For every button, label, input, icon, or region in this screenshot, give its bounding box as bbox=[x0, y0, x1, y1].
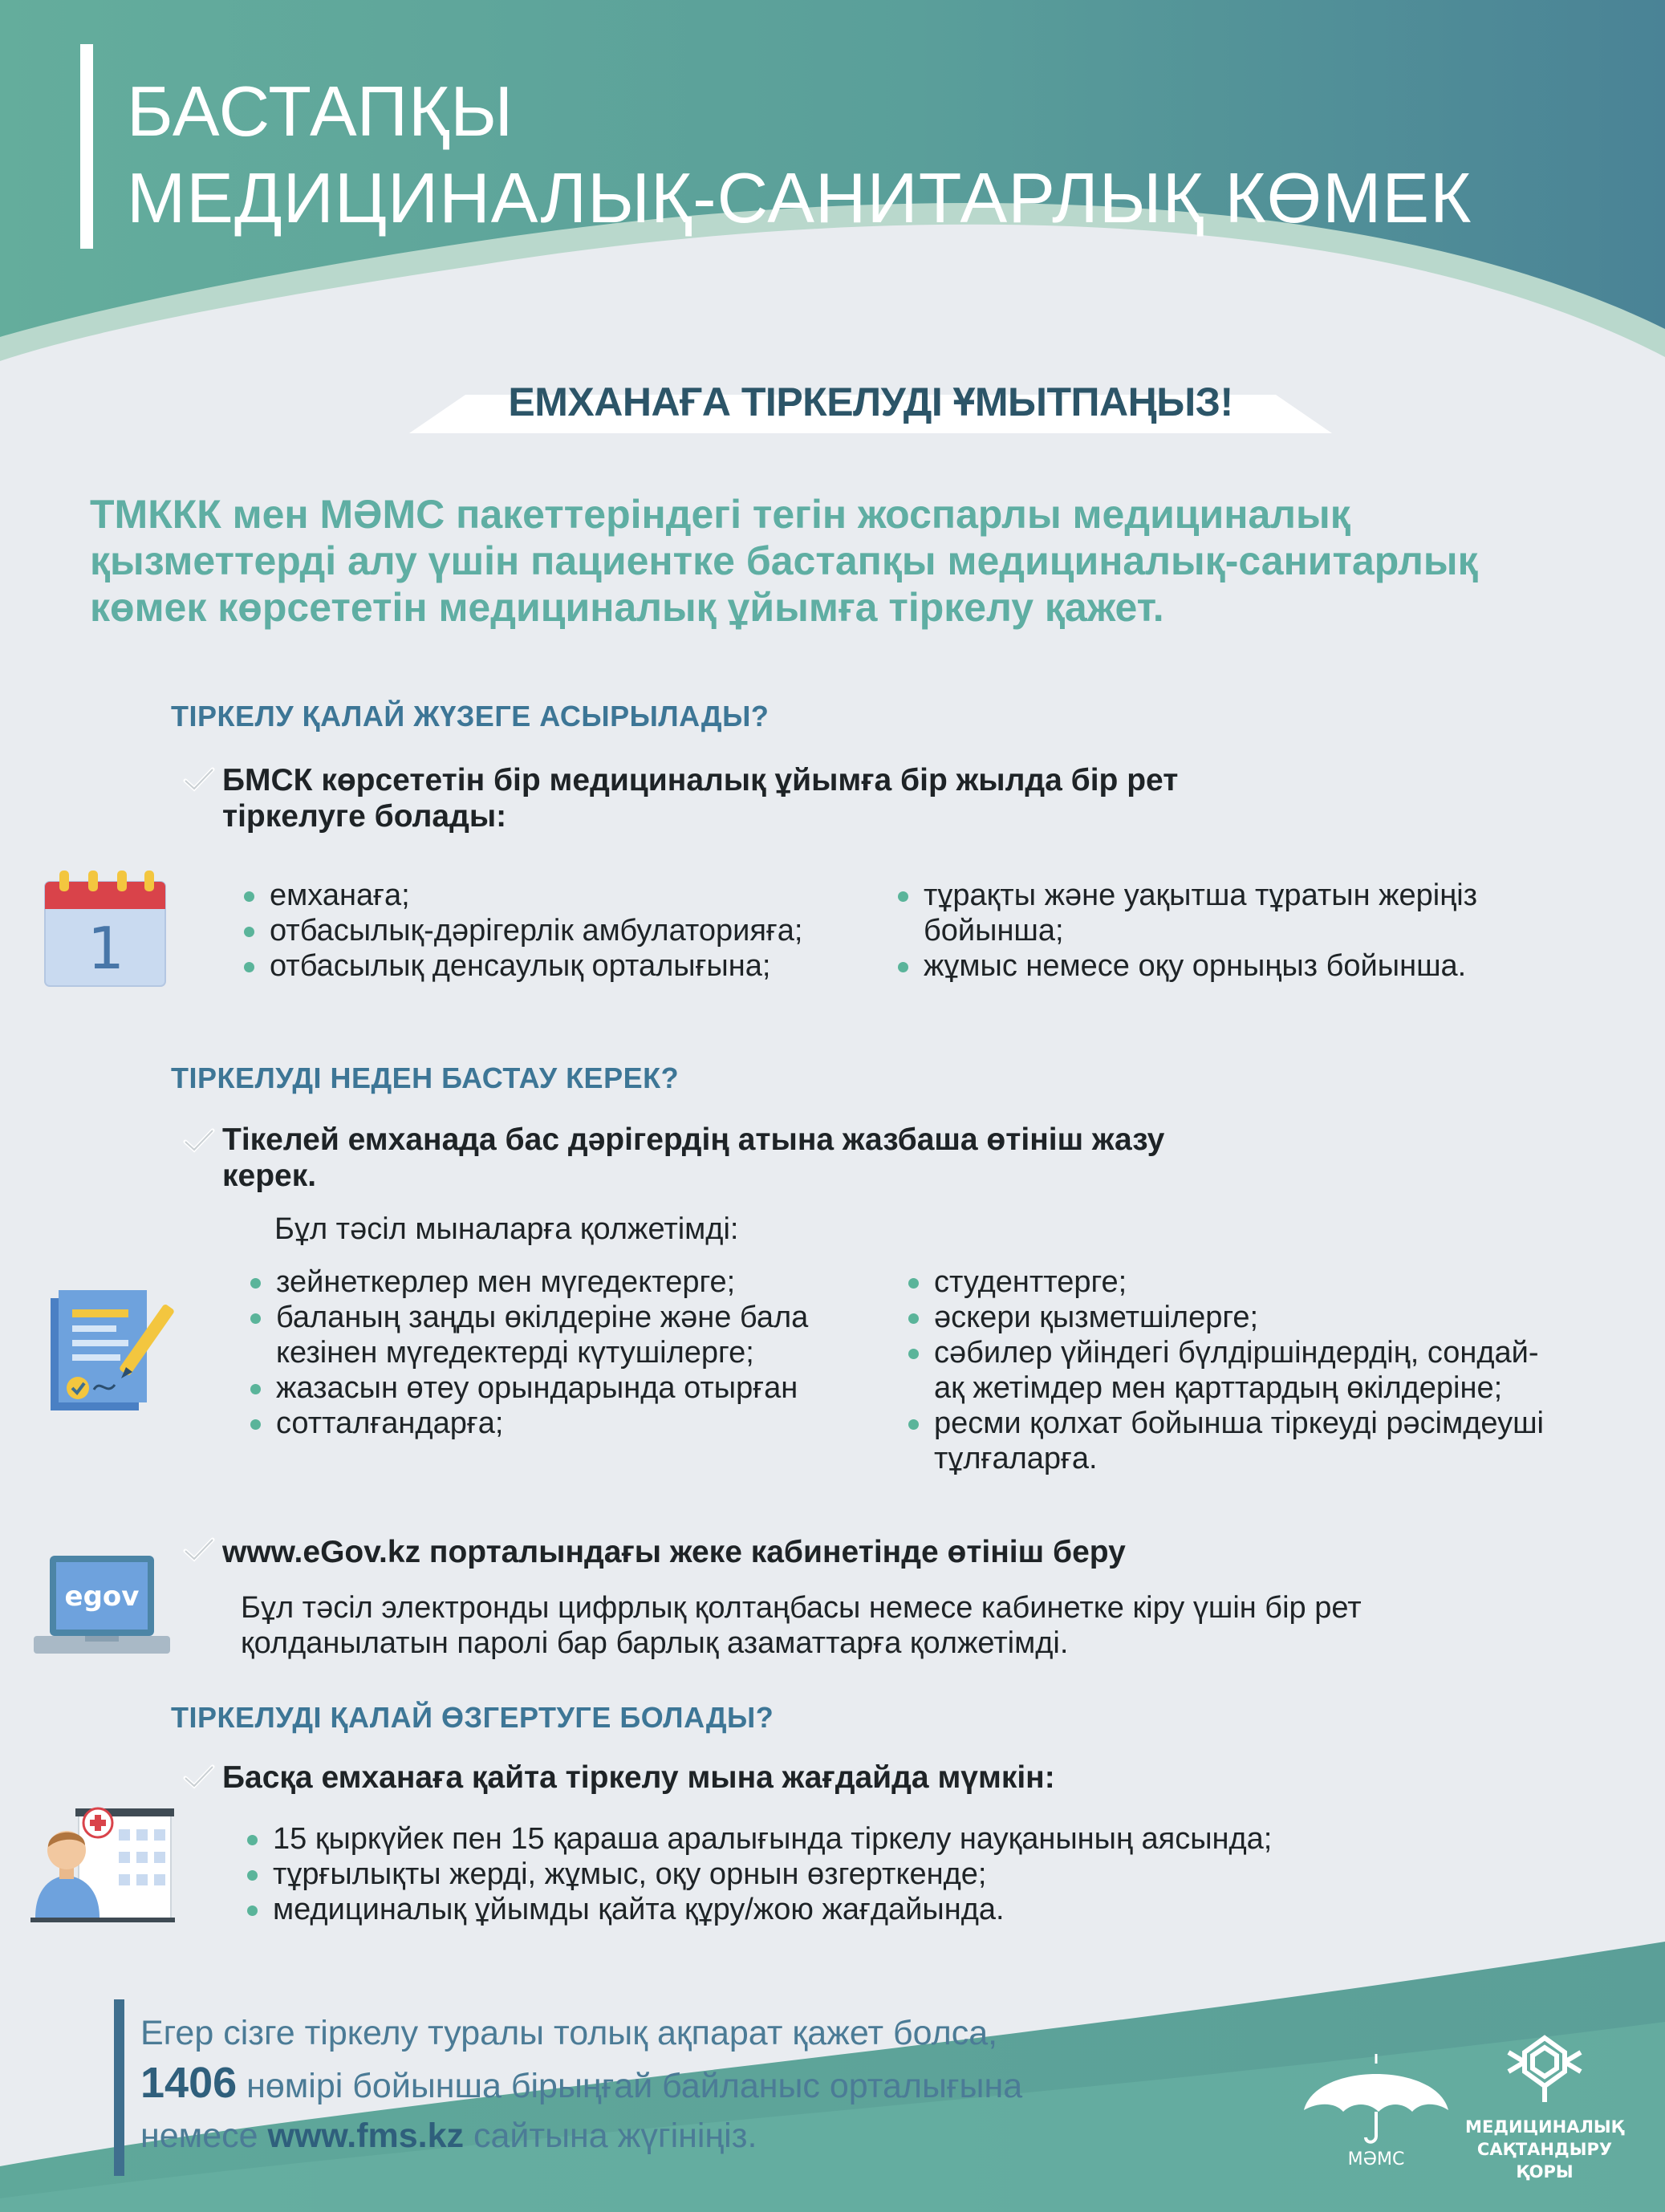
list-item: баланың заңды өкілдеріне және бала кезінен мүгедектерді күтушілерге; bbox=[247, 1300, 889, 1370]
calendar-icon bbox=[42, 871, 169, 991]
section1-heading: ТІРКЕЛУ ҚАЛАЙ ЖҮЗЕГЕ АСЫРЫЛАДЫ? bbox=[171, 700, 770, 733]
doctor-clinic-icon bbox=[30, 1805, 175, 1926]
footer-line3 bbox=[140, 2111, 1264, 2161]
list-item: жұмыс немесе оқу орныңыз бойынша. bbox=[895, 948, 1553, 984]
list-item: отбасылық-дәрігерлік амбулаторияға; bbox=[241, 913, 883, 948]
section4-list bbox=[244, 1821, 1608, 1927]
section2-sub: Бұл тәсіл мыналарға қолжетімді: bbox=[274, 1212, 739, 1246]
laptop-label: egov bbox=[64, 1581, 140, 1613]
section1-lead-line1: БМСК көрсететін бір медициналық ұйымға бір жылда бір рет bbox=[222, 763, 1179, 798]
section1-lead bbox=[222, 762, 1346, 834]
footer-line3-post: сайтына жүгініңіз. bbox=[464, 2117, 757, 2155]
check-icon bbox=[183, 1127, 215, 1153]
section2-left-list bbox=[247, 1264, 889, 1441]
intro-line1: ТМККК мен МӘМС пакеттеріндегі тегін жоспарлы медициналық bbox=[90, 492, 1350, 537]
list-item: студенттерге; bbox=[905, 1264, 1547, 1300]
application-form-icon bbox=[44, 1284, 181, 1420]
intro-line2: қызметтерді алу үшін пациентке бастапқы медициналық-санитарлық bbox=[90, 538, 1478, 583]
list-item: медициналық ұйымды қайта құру/жою жағдайында. bbox=[244, 1892, 1608, 1927]
list-item: емханаға; bbox=[241, 878, 883, 913]
section3-lead: www.eGov.kz порталындағы жеке кабинетінде өтініш беру bbox=[222, 1535, 1126, 1569]
footer-line2-text: нөмірі бойынша бірыңғай байланыс орталығына bbox=[237, 2067, 1023, 2105]
phone-number[interactable]: 1406 bbox=[140, 2059, 238, 2107]
list-item: зейнеткерлер мен мүгедектерге; bbox=[247, 1264, 889, 1300]
intro-line3: көмек көрсететін медициналық ұйымға тіркелу қажет. bbox=[90, 585, 1164, 630]
list-item: ресми қолхат бойынша тіркеуді рәсімдеуші тұлғаларға. bbox=[905, 1406, 1547, 1476]
msm-logo-name: МӘМС bbox=[1347, 2149, 1405, 2169]
intro-text bbox=[90, 491, 1614, 631]
section1-lead-line2: тіркелуге болады: bbox=[222, 799, 507, 834]
page-title-line1: БАСТАПҚЫ bbox=[127, 71, 514, 151]
section1-left-list bbox=[241, 878, 883, 984]
fms-logo-line3: ҚОРЫ bbox=[1516, 2162, 1574, 2182]
section2-lead bbox=[222, 1122, 1346, 1194]
page-title-line2: МЕДИЦИНАЛЫҚ-САНИТАРЛЫҚ КӨМЕК bbox=[127, 158, 1472, 237]
section3-text bbox=[241, 1590, 1362, 1661]
list-item: сәбилер үйіндегі бүлдіршіндердің, сондай-ақ жетімдер мен қарттардың өкілдеріне; bbox=[905, 1335, 1547, 1406]
laptop-egov-icon bbox=[34, 1552, 170, 1661]
section1-right-list bbox=[895, 878, 1553, 984]
list-item: әскери қызметшілерге; bbox=[905, 1300, 1547, 1335]
check-icon bbox=[183, 1764, 215, 1789]
msm-logo bbox=[1300, 2038, 1452, 2178]
list-item: тұрғылықты жерді, жұмыс, оқу орнын өзгерткенде; bbox=[244, 1857, 1608, 1892]
check-icon bbox=[183, 766, 215, 792]
header-accent-bar bbox=[80, 44, 93, 249]
page-title bbox=[127, 68, 1635, 241]
list-item: 15 қыркүйек пен 15 қараша аралығында тіркелу науқанының аясында; bbox=[244, 1821, 1608, 1857]
fms-logo bbox=[1460, 2030, 1629, 2190]
fms-logo-line2: САҚТАНДЫРУ bbox=[1476, 2140, 1613, 2159]
list-item: сотталғандарға; bbox=[247, 1406, 889, 1441]
list-item: тұрақты және уақытша тұратын жеріңіз бойынша; bbox=[895, 878, 1553, 948]
fms-logo-line1: МЕДИЦИНАЛЫҚ bbox=[1465, 2117, 1624, 2137]
footer-line1: Егер сізге тіркелу туралы толық ақпарат қажет болса, bbox=[140, 2014, 998, 2052]
footer-text bbox=[140, 2008, 1264, 2161]
section4-heading: ТІРКЕЛУДІ ҚАЛАЙ ӨЗГЕРТУГЕ БОЛАДЫ? bbox=[171, 1701, 774, 1734]
section2-lead-line2: керек. bbox=[222, 1159, 317, 1193]
list-item: отбасылық денсаулық орталығына; bbox=[241, 948, 883, 984]
section2-right-list bbox=[905, 1264, 1547, 1476]
website-link[interactable]: www.fms.kz bbox=[267, 2117, 465, 2155]
footer-line3-pre: немесе bbox=[140, 2117, 268, 2155]
footer-line2 bbox=[140, 2058, 1264, 2111]
list-item: жазасын өтеу орындарында отырған bbox=[247, 1370, 889, 1406]
section2-heading: ТІРКЕЛУДІ НЕДЕН БАСТАУ КЕРЕК? bbox=[171, 1061, 680, 1094]
section4-lead: Басқа емханаға қайта тіркелу мына жағдайда мүмкін: bbox=[222, 1760, 1055, 1795]
check-icon bbox=[183, 1536, 215, 1562]
reminder-banner bbox=[409, 371, 1332, 439]
section2-lead-line1: Тікелей емханада бас дәрігердің атына жазбаша өтініш жазу bbox=[222, 1122, 1165, 1157]
banner-text: ЕМХАНАҒА ТІРКЕЛУДІ ҰМЫТПАҢЫЗ! bbox=[508, 379, 1233, 424]
calendar-number: 1 bbox=[87, 915, 124, 982]
section3-line2: қолданылатын паролі бар барлық азаматтарға қолжетімді. bbox=[241, 1626, 1069, 1660]
section3-line1: Бұл тәсіл электронды цифрлық қолтаңбасы немесе кабинетке кіру үшін бір рет bbox=[241, 1591, 1362, 1625]
footer-accent-bar bbox=[114, 1999, 124, 2176]
